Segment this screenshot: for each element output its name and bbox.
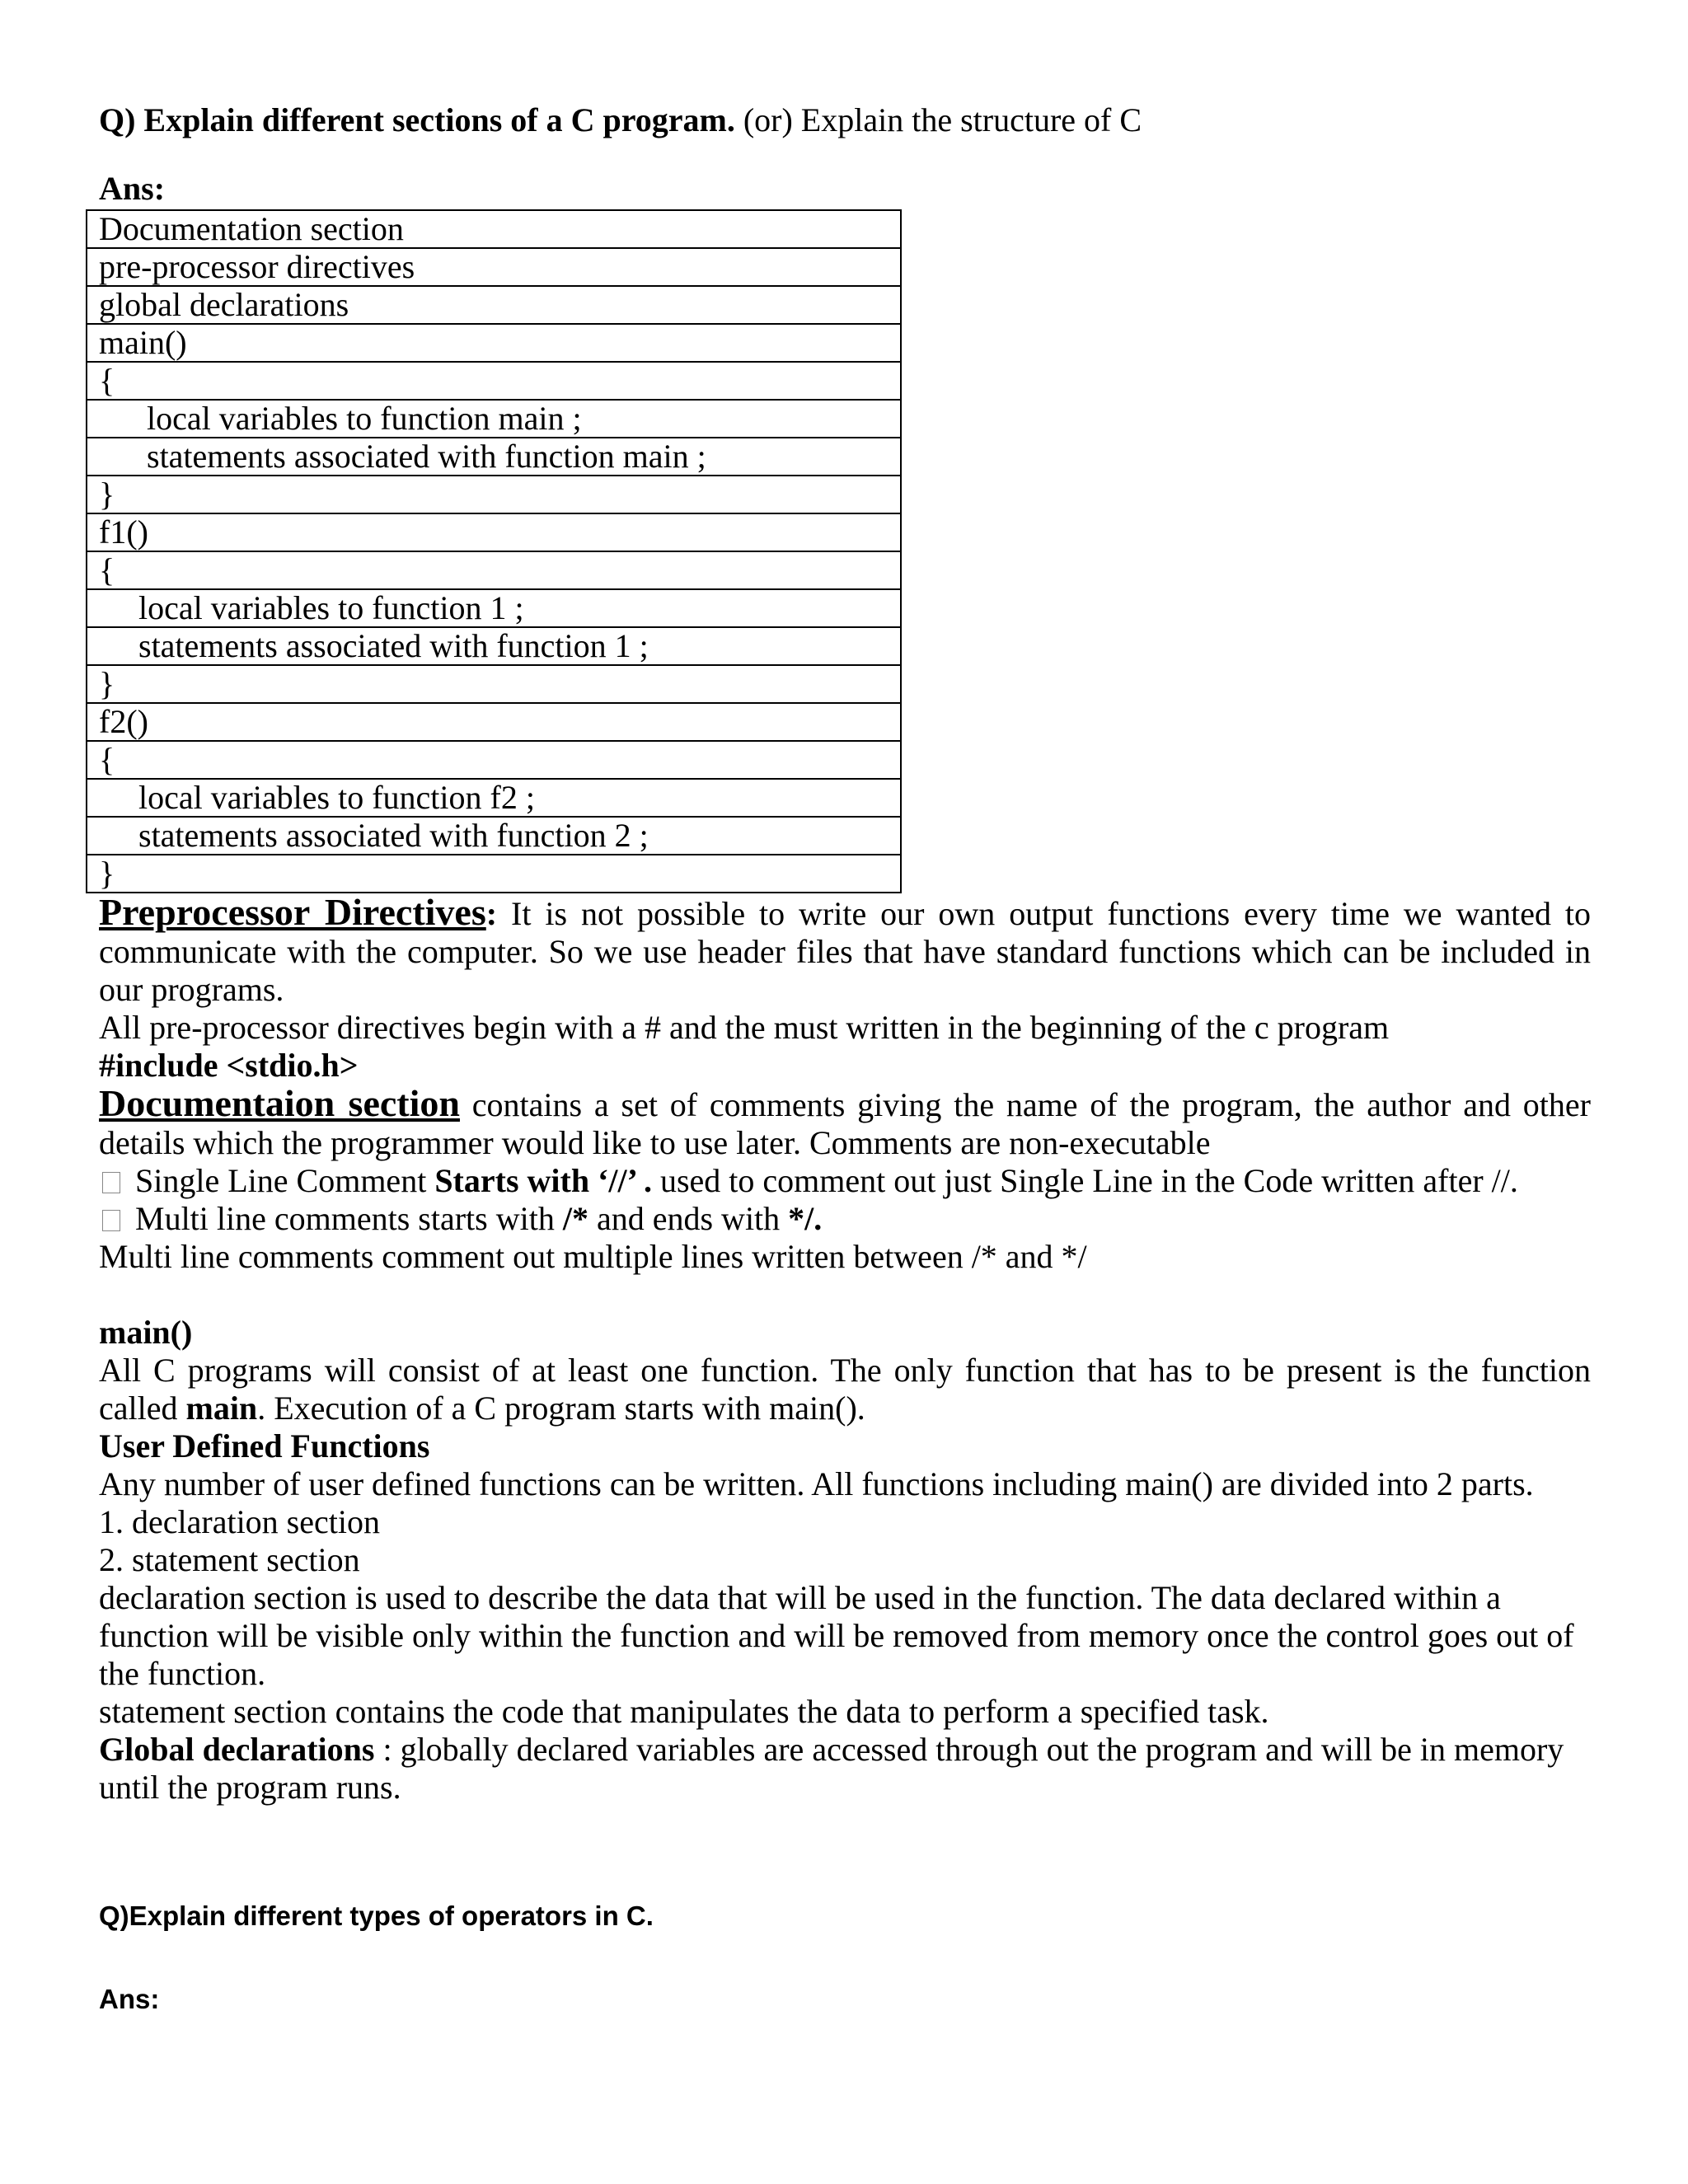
documentation-paragraph xyxy=(99,1082,1591,1162)
preprocessor-heading: Preprocessor Directives xyxy=(99,891,486,933)
bullet2-text-a: Multi line comments starts with xyxy=(135,1200,563,1237)
answer-label: Ans: xyxy=(99,170,166,207)
udf-statement: statement section contains the code that manipulates the data to perform a specified task. xyxy=(99,1693,1269,1730)
bullet2-text-b: /* xyxy=(562,1200,588,1237)
preprocessor-paragraph xyxy=(99,893,1591,1009)
global-paragraph xyxy=(99,1731,1591,1807)
preprocessor-line2: All pre-processor directives begin with a # and the must written in the beginning of the c program xyxy=(99,1009,1390,1046)
multiline-comment-line: Multi line comments comment out multiple lines written between /* and */ xyxy=(99,1238,1087,1275)
main-heading xyxy=(99,1314,1591,1352)
structure-row: f2() xyxy=(87,703,901,741)
document-page xyxy=(99,97,1591,2018)
structure-row: statements associated with function main ; xyxy=(87,438,901,476)
udf-heading xyxy=(99,1427,1591,1465)
udf-item2: 2. statement section xyxy=(99,1541,360,1578)
bullet1-text-a: Single Line Comment xyxy=(135,1162,435,1199)
structure-row: { xyxy=(87,551,901,589)
include-text: #include <stdio.h> xyxy=(99,1047,359,1084)
structure-row: f1() xyxy=(87,513,901,551)
bullet1-text-c: used to comment out just Single Line in the Code written after //. xyxy=(651,1162,1518,1199)
udf-line1: Any number of user defined functions can be written. All functions including main() are divided into 2 parts. xyxy=(99,1465,1534,1502)
main-paragraph xyxy=(99,1352,1591,1427)
main-text-a: All C programs will consist of at least one function. The only function that has to be present is the function called xyxy=(99,1352,1591,1427)
structure-row: local variables to function main ; xyxy=(87,400,901,438)
global-text: : globally declared variables are accessed through out the program and will be in memory until the program runs. xyxy=(99,1731,1564,1806)
answer-2-label: Ans: xyxy=(99,1984,160,2014)
bullet-box-icon xyxy=(102,1210,120,1231)
structure-row: } xyxy=(87,855,901,893)
main-text-b: . Execution of a C program starts with main(). xyxy=(257,1390,865,1427)
structure-row: } xyxy=(87,665,901,703)
bullet2-text-d: */. xyxy=(788,1200,823,1237)
main-heading-text: main() xyxy=(99,1314,193,1351)
documentation-heading: Documentaion section xyxy=(99,1082,460,1124)
question-1-bold: Q) Explain different sections of a C program. xyxy=(99,101,735,138)
bullet1-text-b: Starts with ‘//’ . xyxy=(434,1162,652,1199)
preprocessor-text: It is not possible to write our own output functions every time we wanted to communicate with the computer. So we use header files that have standard functions which can be included in our programs. xyxy=(99,895,1591,1008)
bullet-single-line-comment xyxy=(99,1162,1591,1200)
bullet-box-icon xyxy=(102,1172,120,1193)
structure-row: statements associated with function 1 ; xyxy=(87,627,901,665)
question-1 xyxy=(99,97,1591,143)
bullet-multi-line-comment xyxy=(99,1200,1591,1238)
program-structure-table xyxy=(86,209,902,893)
structure-row: { xyxy=(87,362,901,400)
structure-row: main() xyxy=(87,324,901,362)
structure-row: { xyxy=(87,741,901,779)
bullet2-text-c: and ends with xyxy=(588,1200,789,1237)
structure-row: Documentation section xyxy=(87,210,901,248)
udf-paragraph: declaration section is used to describe the data that will be used in the function. The data declared within a function will be visible only within the function and will be removed from memory once the control goes out of the function. xyxy=(99,1579,1574,1692)
udf-item1: 1. declaration section xyxy=(99,1503,380,1540)
documentation-text: contains a set of comments giving the name of the program, the author and other details which the programmer would like to use later. Comments are non-executable xyxy=(99,1086,1591,1161)
question-2: Q)Explain different types of operators in C. xyxy=(99,1900,654,1931)
udf-heading-text: User Defined Functions xyxy=(99,1427,430,1465)
preprocessor-colon: : xyxy=(485,895,498,932)
question-1-rest: (or) Explain the structure of C xyxy=(734,101,1142,138)
structure-row: pre-processor directives xyxy=(87,248,901,286)
structure-row: local variables to function f2 ; xyxy=(87,779,901,817)
structure-row: global declarations xyxy=(87,286,901,324)
main-text-bold: main xyxy=(185,1390,258,1427)
global-heading: Global declarations xyxy=(99,1731,375,1768)
structure-row: statements associated with function 2 ; xyxy=(87,817,901,855)
include-line xyxy=(99,1047,1591,1085)
structure-row: } xyxy=(87,476,901,513)
structure-row: local variables to function 1 ; xyxy=(87,589,901,627)
